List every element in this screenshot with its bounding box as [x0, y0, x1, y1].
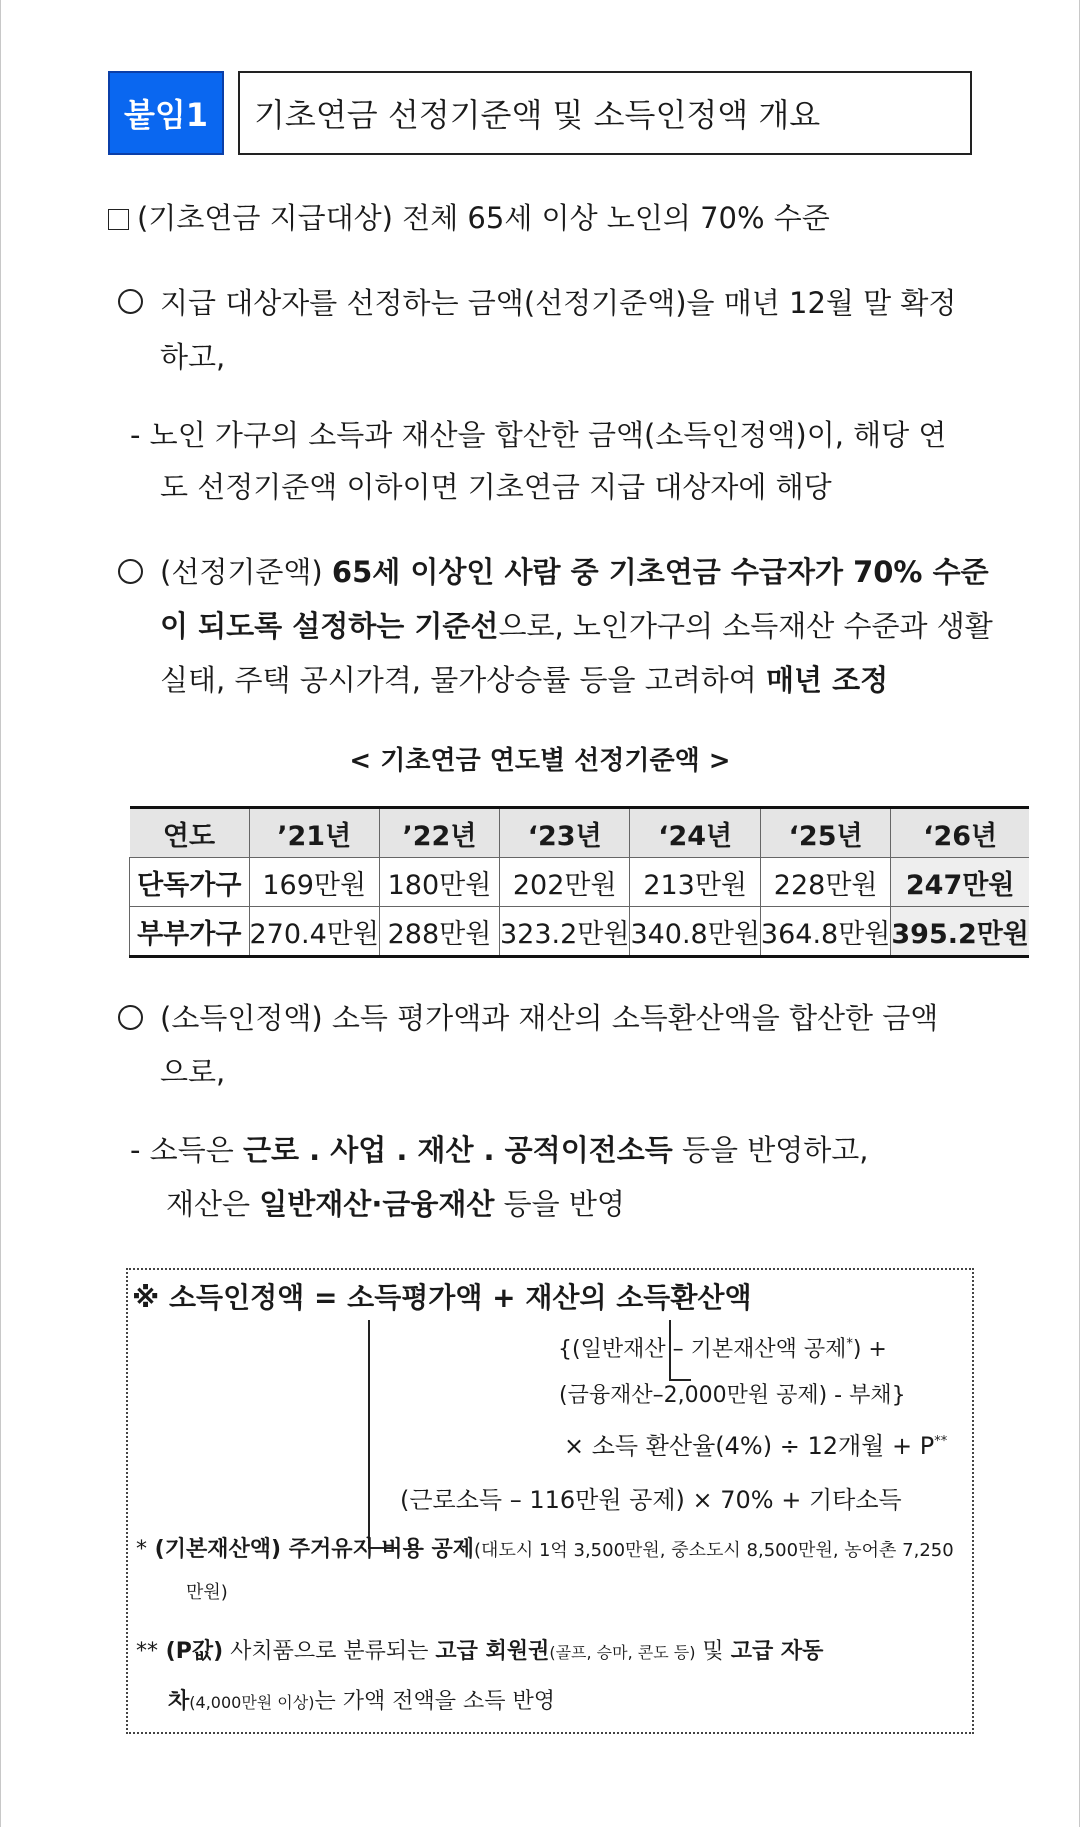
- table-cell: 270.4만원: [249, 907, 379, 957]
- section-heading: (기초연금 지급대상) 전체 65세 이상 노인의 70% 수준: [108, 191, 830, 245]
- item2-line3: 실태, 주택 공시가격, 물가상승률 등을 고려하여 매년 조정: [160, 663, 889, 697]
- circle-bullet-icon: [118, 1005, 143, 1030]
- footnote-1: * (기본재산액) 주거유지 비용 공제(대도시 1억 3,500만원, 중소도시 8,500만원, 농어촌 7,250: [136, 1537, 954, 1562]
- footnote-2: ** (P값) 사치품으로 분류되는 고급 회원권(골프, 승마, 콘도 등) 및 고급 자동: [136, 1639, 824, 1664]
- table-header-cell: ‘26년: [891, 808, 1029, 858]
- circle-bullet-icon: [118, 289, 143, 314]
- table-cell: 288만원: [379, 907, 499, 957]
- row-label: 부부가구: [130, 907, 250, 957]
- formula-income-line: (근로소득 – 116만원 공제) × 70% + 기타소득: [400, 1486, 902, 1514]
- item1-line2: 하고,: [160, 340, 226, 374]
- footnote-2-cont: 차(4,000만원 이상)는 가액 전액을 소득 반영: [168, 1689, 555, 1714]
- formula-asset-line1: {(일반재산 – 기본재산액 공제*) +: [558, 1336, 887, 1362]
- item1-line1: 지급 대상자를 선정하는 금액(선정기준액)을 매년 12월 말 확정: [160, 286, 957, 320]
- dash2-line: - 소득은 근로 . 사업 . 재산 . 공적이전소득 등을 반영하고,: [130, 1133, 869, 1167]
- criteria-table: [129, 806, 1029, 958]
- table-caption: < 기초연금 연도별 선정기준액 >: [349, 746, 731, 776]
- formula-box: [126, 1268, 974, 1734]
- table-cell: 169만원: [249, 858, 379, 907]
- table-header-cell: ’22년: [379, 808, 499, 858]
- dash3-line: 재산은 일반재산·금융재산 등을 반영: [166, 1187, 625, 1221]
- table-cell: 395.2만원: [891, 907, 1029, 957]
- formula-main: ※ 소득인정액 = 소득평가액 + 재산의 소득환산액: [132, 1281, 752, 1314]
- formula-asset-line2: (금융재산–2,000만원 공제) - 부채}: [559, 1383, 906, 1408]
- table-header-cell: ’21년: [249, 808, 379, 858]
- square-bullet-icon: [108, 209, 129, 230]
- table-row: [130, 907, 1029, 957]
- table-cell: 247만원: [891, 858, 1029, 907]
- dash1-line1: - 노인 가구의 소득과 재산을 합산한 금액(소득인정액)이, 해당 연: [130, 418, 947, 452]
- item3-line1: (소득인정액) 소득 평가액과 재산의 소득환산액을 합산한 금액: [160, 1001, 939, 1035]
- table-cell: 323.2만원: [499, 907, 629, 957]
- table-row: [130, 858, 1029, 907]
- table-cell: 228만원: [760, 858, 890, 907]
- attachment-badge: 붙임1: [108, 71, 224, 155]
- circle-bullet-icon: [118, 559, 143, 584]
- row-label: 단독가구: [130, 858, 250, 907]
- item2-line1: (선정기준액) 65세 이상인 사람 중 기초연금 수급자가 70% 수준: [160, 555, 989, 589]
- table-cell: 180만원: [379, 858, 499, 907]
- table-cell: 340.8만원: [630, 907, 760, 957]
- table-cell: 213만원: [630, 858, 760, 907]
- table-header-cell: ‘23년: [499, 808, 629, 858]
- item2-line2: 이 되도록 설정하는 기준선으로, 노인가구의 소득재산 수준과 생활: [160, 609, 993, 643]
- table-header-cell: 연도: [130, 808, 250, 858]
- page-title: 기초연금 선정기준액 및 소득인정액 개요: [238, 71, 972, 155]
- table-cell: 202만원: [499, 858, 629, 907]
- item3-line2: 으로,: [160, 1055, 226, 1089]
- footnote-1-cont: 만원): [186, 1582, 228, 1603]
- dash1-line2: 도 선정기준액 이하이면 기초연금 지급 대상자에 해당: [160, 470, 832, 504]
- table-cell: 364.8만원: [760, 907, 890, 957]
- formula-asset-line3: × 소득 환산율(4%) ÷ 12개월 + P**: [564, 1432, 948, 1460]
- connector-line: [368, 1320, 370, 1548]
- table-header-cell: ‘24년: [630, 808, 760, 858]
- table-header-cell: ‘25년: [760, 808, 890, 858]
- table-header-row: [130, 808, 1029, 858]
